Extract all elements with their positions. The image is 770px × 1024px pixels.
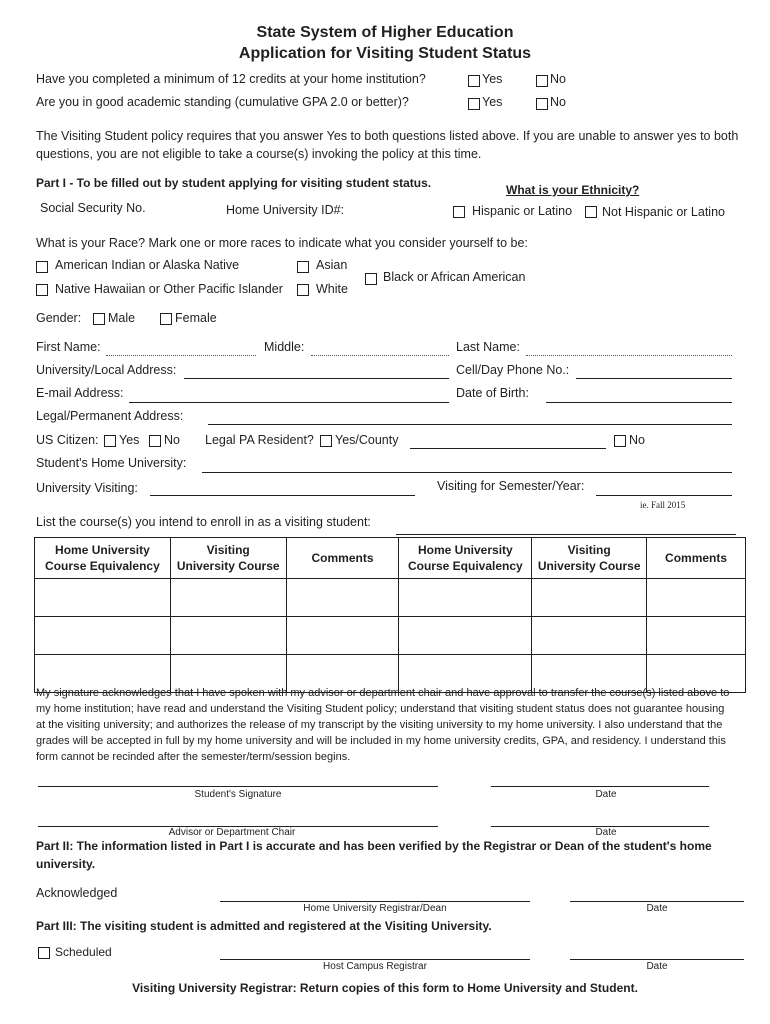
visiting-semester-field[interactable] xyxy=(596,495,732,496)
credits-yes-checkbox[interactable] xyxy=(468,75,480,87)
header-home-course-equivalency: Home University Course Equivalency xyxy=(35,538,171,579)
gender-label: Gender: xyxy=(36,311,82,325)
university-visiting-field[interactable] xyxy=(150,495,415,496)
female-checkbox[interactable] xyxy=(160,313,172,325)
table-cell[interactable] xyxy=(35,617,171,655)
table-cell[interactable] xyxy=(647,617,746,655)
header-home-course-equivalency-2: Home University Course Equivalency xyxy=(399,538,532,579)
dob-field[interactable] xyxy=(546,402,732,403)
registrar-dean-signature-field[interactable] xyxy=(220,901,530,902)
form-title-line2: Application for Visiting Student Status xyxy=(238,45,532,62)
acknowledged-label: Acknowledged xyxy=(36,886,118,900)
gpa-question: Are you in good academic standing (cumulative GPA 2.0 or better)? xyxy=(36,95,409,109)
header-comments-2: Comments xyxy=(647,538,746,579)
white-label: White xyxy=(316,282,348,296)
header-visiting-university-course-2: Visiting University Course xyxy=(532,538,647,579)
part3-date-caption: Date xyxy=(646,961,668,972)
advisor-date-caption: Date xyxy=(595,827,617,838)
table-cell[interactable] xyxy=(170,617,286,655)
hispanic-label: Hispanic or Latino xyxy=(472,204,573,218)
cell-phone-field[interactable] xyxy=(576,378,732,379)
us-citizen-yes-checkbox[interactable] xyxy=(104,435,116,447)
hawaiian-checkbox[interactable] xyxy=(36,284,48,296)
course-table xyxy=(34,537,746,693)
part2-date-field[interactable] xyxy=(570,901,744,902)
host-registrar-signature-field[interactable] xyxy=(220,959,530,960)
permanent-address-label: Legal/Permanent Address: xyxy=(36,409,184,423)
not-hispanic-checkbox[interactable] xyxy=(585,206,597,218)
middle-label: Middle: xyxy=(264,340,305,354)
us-citizen-label: US Citizen: xyxy=(36,433,99,447)
asian-checkbox[interactable] xyxy=(297,261,309,273)
header-comments: Comments xyxy=(286,538,399,579)
asian-label: Asian xyxy=(316,258,348,272)
signature-acknowledgement: My signature acknowledges that I have spoken with my advisor or department chair and have approval to transfer the course(s) listed above to my home institution; have read and understand the Visiting Student policy; understand that visiting student status does not guarantee housing at the visiting university; and authorizes the release of my transcript by the visiting university to my home university. I also understand that the grades will be accepted in full by my home university and will be included in my home university credits, GPA, and residency. I understand this form cannot be recinded after the semester/term/session begins. xyxy=(36,687,730,763)
student-signature-caption: Student's Signature xyxy=(194,789,282,800)
registrar-dean-caption: Home University Registrar/Dean xyxy=(303,903,447,914)
table-cell[interactable] xyxy=(399,617,532,655)
table-cell[interactable] xyxy=(399,579,532,617)
home-university-field[interactable] xyxy=(202,472,732,473)
email-field[interactable] xyxy=(129,402,449,403)
gpa-yes-label: Yes xyxy=(482,95,503,109)
student-date-caption: Date xyxy=(595,789,617,800)
race-question: What is your Race? Mark one or more races to indicate what you consider yourself to be: xyxy=(36,236,528,250)
header-visiting-university-course: Visiting University Course xyxy=(170,538,286,579)
ethnicity-heading: What is your Ethnicity? xyxy=(506,183,640,197)
pa-resident-yes-checkbox[interactable] xyxy=(320,435,332,447)
permanent-address-field[interactable] xyxy=(208,424,732,425)
credits-no-label: No xyxy=(550,72,566,86)
course-table-header-row xyxy=(35,538,746,579)
policy-note: The Visiting Student policy requires that you answer Yes to both questions listed above. If you are unable to answer yes to both questions, you are not eligible to take a course(s) invoking the policy at this time. xyxy=(36,129,739,161)
pa-resident-no-label: No xyxy=(629,433,645,447)
hispanic-checkbox[interactable] xyxy=(453,206,465,218)
email-label: E-mail Address: xyxy=(36,386,124,400)
ssn-label: Social Security No. xyxy=(40,201,146,215)
last-name-field[interactable] xyxy=(526,355,732,356)
pa-resident-yes-county-label: Yes/County xyxy=(335,433,399,447)
male-label: Male xyxy=(108,311,136,325)
table-row xyxy=(35,617,746,655)
table-cell[interactable] xyxy=(35,579,171,617)
table-cell[interactable] xyxy=(647,579,746,617)
visiting-semester-label: Visiting for Semester/Year: xyxy=(437,479,585,493)
local-address-label: University/Local Address: xyxy=(36,363,177,377)
county-field[interactable] xyxy=(410,448,606,449)
us-citizen-no-checkbox[interactable] xyxy=(149,435,161,447)
table-cell[interactable] xyxy=(286,617,399,655)
gpa-no-label: No xyxy=(550,95,566,109)
american-indian-checkbox[interactable] xyxy=(36,261,48,273)
pa-resident-no-checkbox[interactable] xyxy=(614,435,626,447)
semester-example: ie. Fall 2015 xyxy=(640,500,686,510)
courses-rule xyxy=(396,534,736,535)
scheduled-checkbox[interactable] xyxy=(38,947,50,959)
part2-heading: Part II: The information listed in Part I is accurate and has been verified by the Registrar or Dean of the student's home university. xyxy=(36,839,712,871)
home-id-label: Home University ID#: xyxy=(226,203,345,217)
american-indian-label: American Indian or Alaska Native xyxy=(55,258,240,272)
black-label: Black or African American xyxy=(383,270,526,284)
first-name-label: First Name: xyxy=(36,340,101,354)
us-citizen-no-label: No xyxy=(164,433,180,447)
first-name-field[interactable] xyxy=(106,355,256,356)
credits-yes-label: Yes xyxy=(482,72,503,86)
female-label: Female xyxy=(175,311,217,325)
scheduled-label: Scheduled xyxy=(55,945,112,959)
courses-intro: List the course(s) you intend to enroll in as a visiting student: xyxy=(36,515,371,529)
male-checkbox[interactable] xyxy=(93,313,105,325)
table-row xyxy=(35,579,746,617)
pa-resident-label: Legal PA Resident? xyxy=(205,433,314,447)
part3-heading: Part III: The visiting student is admitted and registered at the Visiting University. xyxy=(36,919,492,933)
cell-phone-label: Cell/Day Phone No.: xyxy=(456,363,570,377)
advisor-signature-caption: Advisor or Department Chair xyxy=(168,827,296,838)
dob-label: Date of Birth: xyxy=(456,386,529,400)
part1-heading: Part I - To be filled out by student applying for visiting student status. xyxy=(36,176,432,190)
white-checkbox[interactable] xyxy=(297,284,309,296)
part3-date-field[interactable] xyxy=(570,959,744,960)
credits-no-checkbox[interactable] xyxy=(536,75,548,87)
middle-name-field[interactable] xyxy=(311,355,449,356)
form-title-line1: State System of Higher Education xyxy=(256,24,514,41)
gpa-no-checkbox[interactable] xyxy=(536,98,548,110)
local-address-field[interactable] xyxy=(184,378,449,379)
table-cell[interactable] xyxy=(532,579,647,617)
credits-question: Have you completed a minimum of 12 credits at your home institution? xyxy=(36,72,426,86)
hawaiian-label: Native Hawaiian or Other Pacific Islander xyxy=(55,282,283,296)
footer-return-note: Visiting University Registrar: Return copies of this form to Home University and Student. xyxy=(132,981,638,995)
home-university-label: Student's Home University: xyxy=(36,456,187,470)
table-cell[interactable] xyxy=(532,617,647,655)
host-registrar-caption: Host Campus Registrar xyxy=(323,961,427,972)
table-cell[interactable] xyxy=(170,579,286,617)
part2-date-caption: Date xyxy=(646,903,668,914)
gpa-yes-checkbox[interactable] xyxy=(468,98,480,110)
last-name-label: Last Name: xyxy=(456,340,520,354)
us-citizen-yes-label: Yes xyxy=(119,433,140,447)
table-cell[interactable] xyxy=(286,579,399,617)
student-date-field[interactable] xyxy=(491,786,709,787)
student-signature-field[interactable] xyxy=(38,786,438,787)
university-visiting-label: University Visiting: xyxy=(36,481,138,495)
black-checkbox[interactable] xyxy=(365,273,377,285)
not-hispanic-label: Not Hispanic or Latino xyxy=(602,205,725,219)
